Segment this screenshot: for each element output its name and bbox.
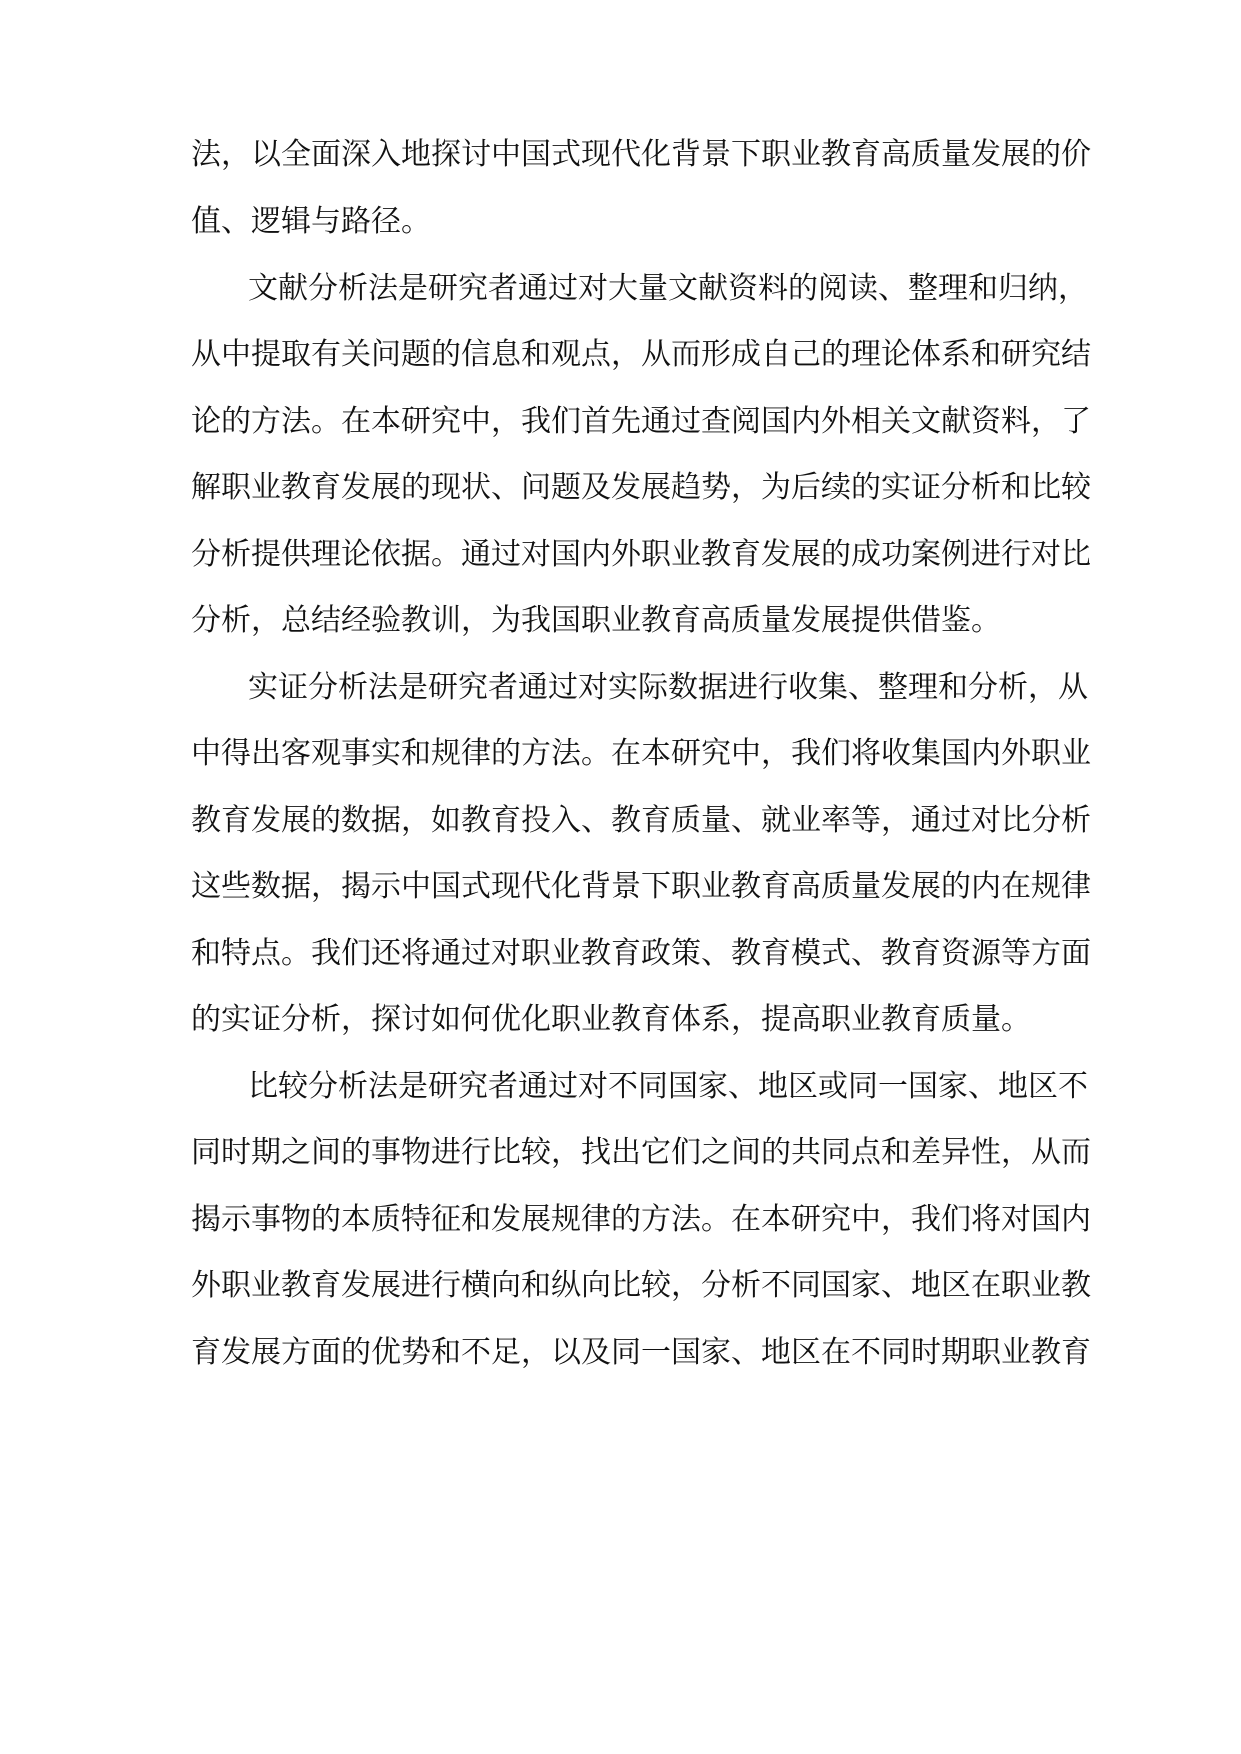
text-line: 和特点。我们还将通过对职业教育政策、教育模式、教育资源等方面 bbox=[191, 936, 1091, 971]
text-line: 揭示事物的本质特征和发展规律的方法。在本研究中，我们将对国内 bbox=[191, 1202, 1091, 1237]
text-line: 值、逻辑与路径。 bbox=[191, 204, 431, 239]
text-line: 外职业教育发展进行横向和纵向比较，分析不同国家、地区在职业教 bbox=[191, 1268, 1091, 1303]
paragraph-first-line: 实证分析法是研究者通过对实际数据进行收集、整理和分析，从 bbox=[248, 670, 1088, 705]
text-line: 法，以全面深入地探讨中国式现代化背景下职业教育高质量发展的价 bbox=[191, 137, 1091, 172]
text-line: 育发展方面的优势和不足，以及同一国家、地区在不同时期职业教育 bbox=[191, 1335, 1091, 1370]
text-line: 分析，总结经验教训，为我国职业教育高质量发展提供借鉴。 bbox=[191, 603, 1001, 638]
text-line: 中得出客观事实和规律的方法。在本研究中，我们将收集国内外职业 bbox=[191, 736, 1091, 771]
text-line: 这些数据，揭示中国式现代化背景下职业教育高质量发展的内在规律 bbox=[191, 869, 1091, 904]
text-line: 教育发展的数据，如教育投入、教育质量、就业率等，通过对比分析 bbox=[191, 803, 1091, 838]
text-line: 同时期之间的事物进行比较，找出它们之间的共同点和差异性，从而 bbox=[191, 1135, 1091, 1170]
text-line: 的实证分析，探讨如何优化职业教育体系，提高职业教育质量。 bbox=[191, 1002, 1031, 1037]
paragraph-first-line: 文献分析法是研究者通过对大量文献资料的阅读、整理和归纳， bbox=[248, 271, 1088, 306]
text-line: 论的方法。在本研究中，我们首先通过查阅国内外相关文献资料，了 bbox=[191, 404, 1091, 439]
text-line: 从中提取有关问题的信息和观点，从而形成自己的理论体系和研究结 bbox=[191, 337, 1091, 372]
text-line: 解职业教育发展的现状、问题及发展趋势，为后续的实证分析和比较 bbox=[191, 470, 1091, 505]
paragraph-first-line: 比较分析法是研究者通过对不同国家、地区或同一国家、地区不 bbox=[248, 1069, 1088, 1104]
text-line: 分析提供理论依据。通过对国内外职业教育发展的成功案例进行对比 bbox=[191, 537, 1091, 572]
